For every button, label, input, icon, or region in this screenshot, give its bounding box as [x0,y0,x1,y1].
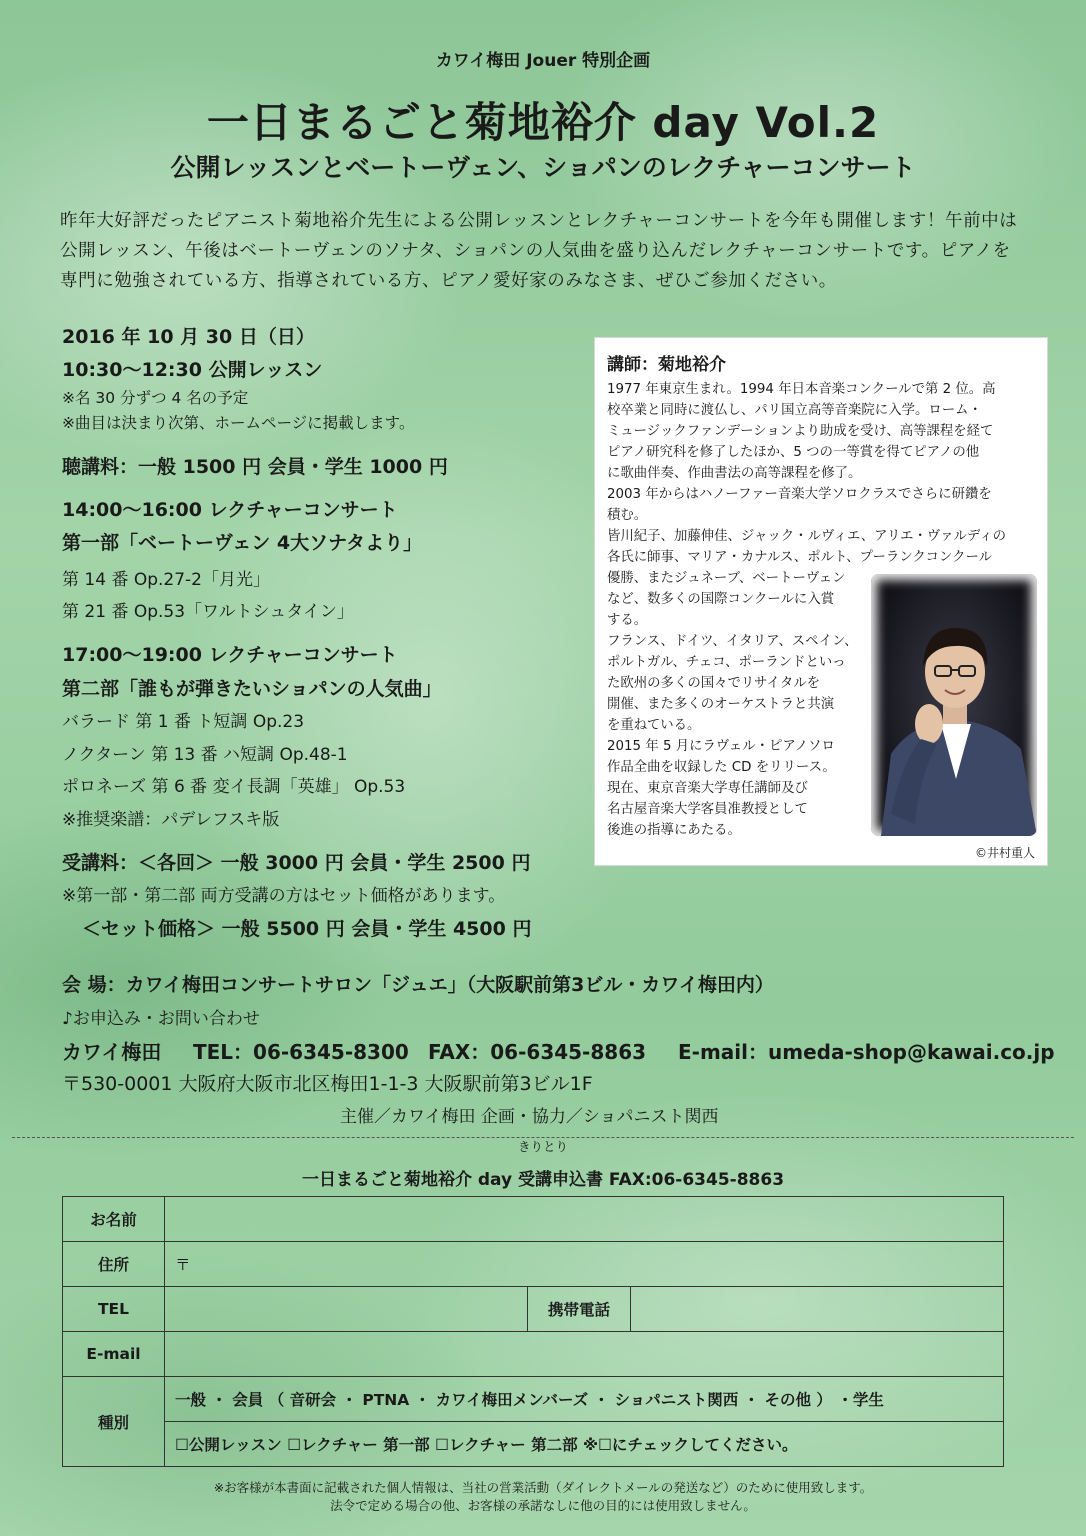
shop-fax: FAX：06-6345-8863 [428,1040,647,1064]
postal-mark: 〒 [175,1256,191,1274]
bio-line: 各氏に師事、マリア・カナルス、ポルト、プーランクコンクール [607,550,992,565]
shop-address: 〒530-0001 大阪府大阪市北区梅田1-1-3 大阪駅前第3ビル1F [62,1073,593,1095]
bio-line: 校卒業と同時に渡仏し、パリ国立高等音楽院に入学。ローム・ [607,403,982,418]
privacy-note: 法令で定める場合の他、お客様の承諾なしに他の目的には使用致しません。 [330,1498,756,1513]
bio-line: 2003 年からはハノーファー音楽大学ソロクラスでさらに研鑽を [607,487,992,502]
course-options[interactable]: ☐公開レッスン ☐レクチャー 第一部 ☐レクチャー 第二部 ※☐にチェックしてください。 [165,1422,1004,1467]
bio-line: 積む。 [607,508,648,523]
bio-line: ピアノ研究科を修了したほか、5 つの一等賞を得てピアノの他 [607,445,980,460]
fee-set: ＜セット価格＞ 一般 5500 円 会員・学生 4500 円 [82,918,532,940]
form-row-email [63,1332,1004,1377]
tel-label: TEL [63,1287,165,1332]
bio-line: を重ねている。 [607,718,701,733]
bio-line: 皆川紀子、加藤伸佳、ジャック・ルヴィエ、アリエ・ヴァルディの [607,529,1007,544]
application-form [62,1196,1004,1467]
lesson-note: ※名 30 分ずつ 4 名の予定 [62,389,249,407]
bio-line: する。 [607,613,648,628]
form-row-tel [63,1287,1004,1332]
bio-heading: 講師：菊地裕介 [607,355,726,375]
address-field[interactable] [165,1242,1004,1287]
page-subtitle: 公開レッスンとベートーヴェン、ショパンのレクチャーコンサート [170,153,916,182]
form-row-type [63,1377,1004,1422]
fee-set-note: ※第一部・第二部 両方受講の方はセット価格があります。 [62,886,506,906]
name-field[interactable] [165,1197,1004,1242]
organizer-line: 主催／カワイ梅田 企画・協力／ショパニスト関西 [340,1107,719,1127]
bio-line: 作品全曲を収録した CD をリリース。 [607,760,836,775]
part1-piece: 第 14 番 Op.27-2「月光」 [62,570,271,590]
address-label: 住所 [63,1242,165,1287]
bio-line: 現在、東京音楽大学専任講師及び [607,781,808,796]
bio-line: など、数多くの国際コンクールに入賞 [607,592,835,607]
audit-fee: 聴講料：一般 1500 円 会員・学生 1000 円 [62,456,448,478]
bio-line: 名古屋音楽大学客員准教授として [607,802,808,817]
bio-line: フランス、ドイツ、イタリア、スペイン、 [607,634,858,649]
portrait-figure [871,574,1037,836]
bio-line: 開催、また多くのオーケストラと共演 [607,697,835,712]
cut-label: きりとり [517,1139,568,1154]
bio-line: た欧州の多くの国々でリサイタルを [607,676,821,691]
shop-email[interactable]: E-mail：umeda-shop@kawai.co.jp [678,1040,1055,1064]
privacy-note: ※お客様が本書面に記載された個人情報は、当社の営業活動（ダイレクトメールの発送など）のために使用致します。 [213,1480,873,1495]
bio-line: に歌曲伴奏、作曲書法の高等課程を修了。 [607,466,862,481]
application-form-title: 一日まるごと菊地裕介 day 受講申込書 FAX:06-6345-8863 [301,1170,785,1190]
part2-note: ※推奨楽譜：パデレフスキ版 [62,810,280,830]
part1-time: 14:00～16:00 レクチャーコンサート [62,499,398,521]
venue-line: 会 場：カワイ梅田コンサートサロン「ジュエ」（大阪駅前第3ビル・カワイ梅田内） [62,974,774,996]
inquiry-label: ♪お申込み・お問い合わせ [62,1009,260,1029]
photo-credit: ©井村重人 [974,846,1035,860]
event-date: 2016 年 10 月 30 日（日） [62,326,315,348]
form-row-course [63,1422,1004,1467]
type-label: 種別 [63,1377,165,1467]
instructor-photo [871,574,1037,836]
form-row-name [63,1197,1004,1242]
type-options[interactable]: 一般 ・ 会員 （ 音研会 ・ PTNA ・ カワイ梅田メンバーズ ・ ショパニスト関西 ・ その他 ） ・学生 [165,1377,1004,1422]
bio-line: 2015 年 5 月にラヴェル・ピアノソロ [607,739,835,754]
name-label: お名前 [63,1197,165,1242]
lesson-time: 10:30～12:30 公開レッスン [62,359,323,381]
mobile-field[interactable] [631,1287,1004,1332]
part1-title: 第一部「ベートーヴェン 4大ソナタより」 [62,532,423,554]
part2-piece: ポロネーズ 第 6 番 変イ長調「英雄」 Op.53 [62,777,406,797]
instructor-bio-box [594,337,1048,866]
tel-field[interactable] [165,1287,528,1332]
shop-tel: TEL：06-6345-8300 [193,1040,409,1064]
email-label: E-mail [63,1332,165,1377]
bio-line: ミュージックファンデーションより助成を受け、高等課程を経て [607,424,994,439]
bio-line: 優勝、またジュネーブ、ベートーヴェン [607,571,846,586]
fee-each: 受講料：＜各回＞ 一般 3000 円 会員・学生 2500 円 [62,852,531,874]
intro-paragraph: 昨年大好評だったピアニスト菊地裕介先生による公開レッスンとレクチャーコンサートを今年も開催します！午前中は公開レッスン、午後はベートーヴェンのソナタ、ショパンの人気曲を盛り込んだレクチャーコンサートです。ピアノを専門に勉強されている方、指導されている方、ピアノ愛好家のみなさま、ぜひご参加ください。 [60,211,1018,291]
part2-piece: バラード 第 1 番 ト短調 Op.23 [62,712,305,732]
email-field[interactable] [165,1332,1004,1377]
part2-time: 17:00～19:00 レクチャーコンサート [62,644,398,666]
lesson-note: ※曲目は決まり次第、ホームページに掲載します。 [62,414,415,432]
mobile-label: 携帯電話 [528,1287,631,1332]
part2-piece: ノクターン 第 13 番 ハ短調 Op.48-1 [62,745,348,765]
form-row-address [63,1242,1004,1287]
bio-line: ポルトガル、チェコ、ポーランドといっ [607,655,846,670]
bio-line: 後進の指導にあたる。 [607,823,741,838]
part1-piece: 第 21 番 Op.53「ワルトシュタイン」 [62,602,354,622]
shop-name: カワイ梅田 [62,1040,162,1064]
bio-line: 1977 年東京生まれ。1994 年日本音楽コンクールで第 2 位。高 [607,382,996,397]
event-series: カワイ梅田 Jouer 特別企画 [435,51,651,71]
page-title: 一日まるごと菊地裕介 day Vol.2 [206,98,880,147]
part2-title: 第二部「誰もが弾きたいショパンの人気曲」 [62,678,442,700]
